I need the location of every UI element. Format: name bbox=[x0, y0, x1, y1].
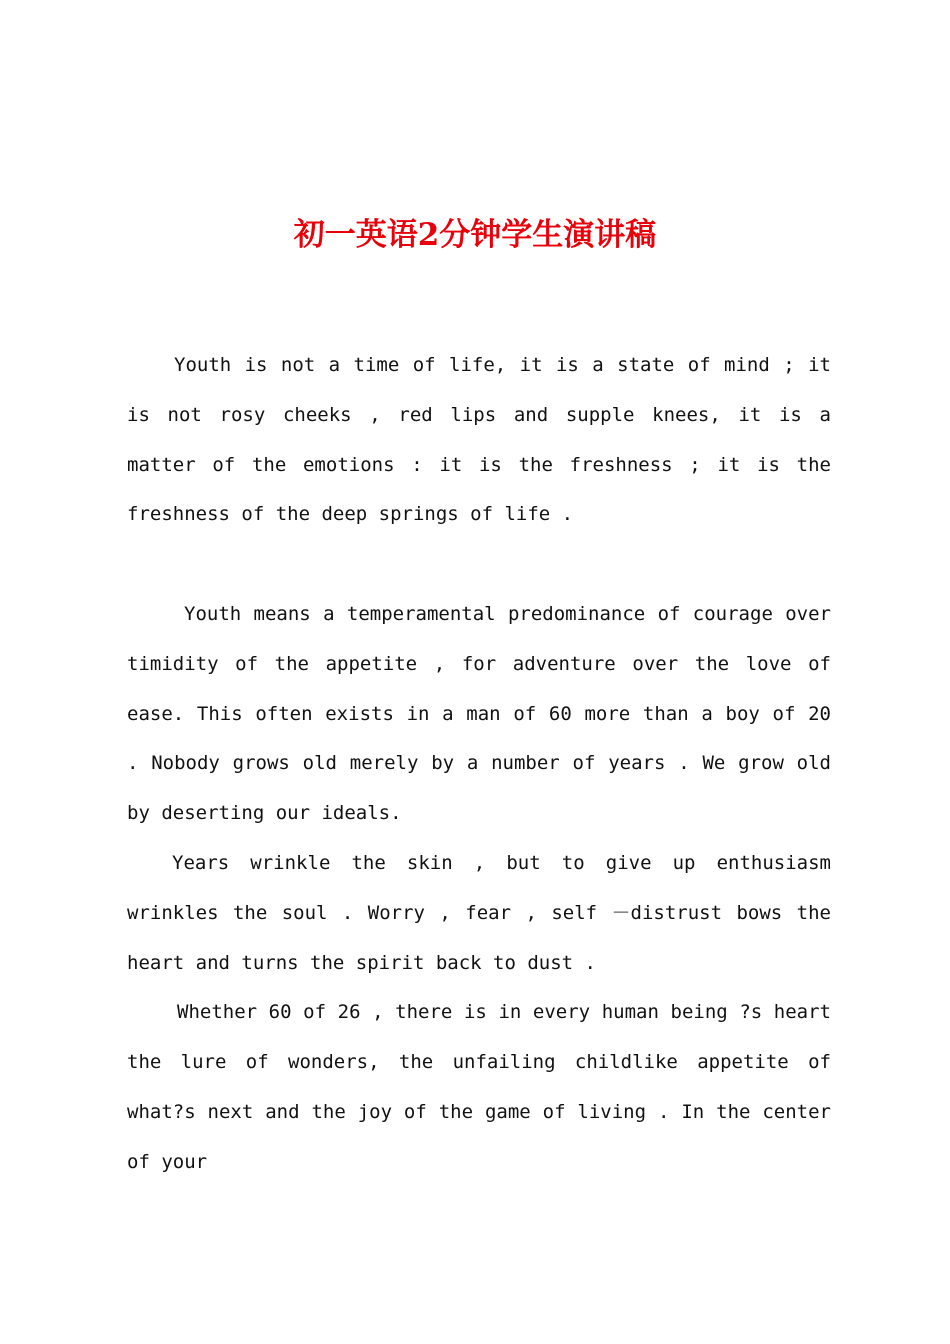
document-body bbox=[127, 341, 831, 1188]
paragraph-lure-of-wonders: Whether 60 of 26 , there is in every human being ?s heart the lure of wonders, the unfailing childlike appetite of what?s next and the joy of the game of living . In the center of your bbox=[127, 1001, 831, 1173]
paragraph-years-wrinkle: Years wrinkle the skin , but to give up enthusiasm wrinkles the soul . Worry , fear , self －distrust bows the heart and turns the spirit back to dust . bbox=[127, 851, 831, 974]
paragraph-youth-state-of-mind: Youth is not a time of life, it is a state of mind ; it is not rosy cheeks , red lips and supple knees, it is a matter of the emotions : it is the freshness ; it is the freshness of the deep springs of life . bbox=[127, 354, 831, 526]
paragraph-youth-courage: Youth means a temperamental predominance of courage over timidity of the appetite , for adventure over the love of ease. This often exists in a man of 60 more than a boy of 20 . Nobody grows old merely by a number of years . We grow old by deserting our ideals. bbox=[127, 602, 831, 825]
document-title: 初一英语2分钟学生演讲稿 bbox=[293, 217, 657, 253]
